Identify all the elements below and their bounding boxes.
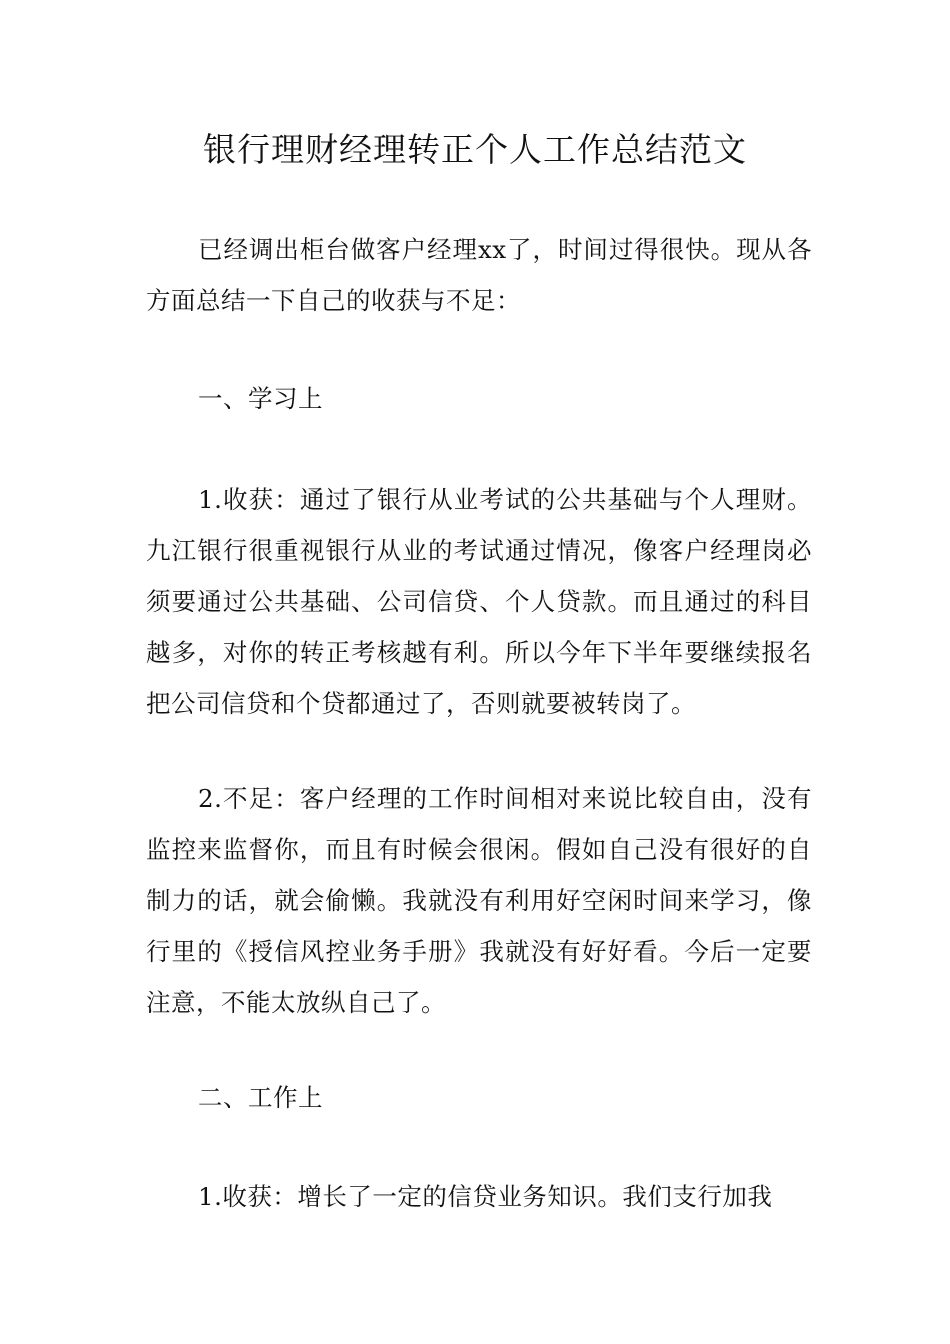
document-title: 银行理财经理转正个人工作总结范文 — [203, 130, 747, 169]
study-gain-paragraph: 1.收获：通过了银行从业考试的公共基础与个人理财。九江银行很重视银行从业的考试通过情况，像客户经理岗必须要通过公共基础、公司信贷、个人贷款。而且通过的科目越多，对你的转正考核越有利。所以今年下半年要继续报名把公司信贷和个贷都通过了，否则就要被转岗了。 — [146, 485, 812, 718]
section-heading-work: 二、工作上 — [198, 1083, 323, 1112]
section-heading-study: 一、学习上 — [198, 384, 323, 413]
work-gain-paragraph: 1.收获：增长了一定的信贷业务知识。我们支行加我 — [198, 1182, 773, 1211]
intro-paragraph: 已经调出柜台做客户经理xx了，时间过得很快。现从各方面总结一下自己的收获与不足： — [146, 235, 812, 315]
study-shortcoming-paragraph: 2.不足：客户经理的工作时间相对来说比较自由，没有监控来监督你，而且有时候会很闲。假如自己没有很好的自制力的话，就会偷懒。我就没有利用好空闲时间来学习，像行里的《授信风控业务手册》我就没有好好看。今后一定要注意，不能太放纵自己了。 — [146, 784, 812, 1017]
